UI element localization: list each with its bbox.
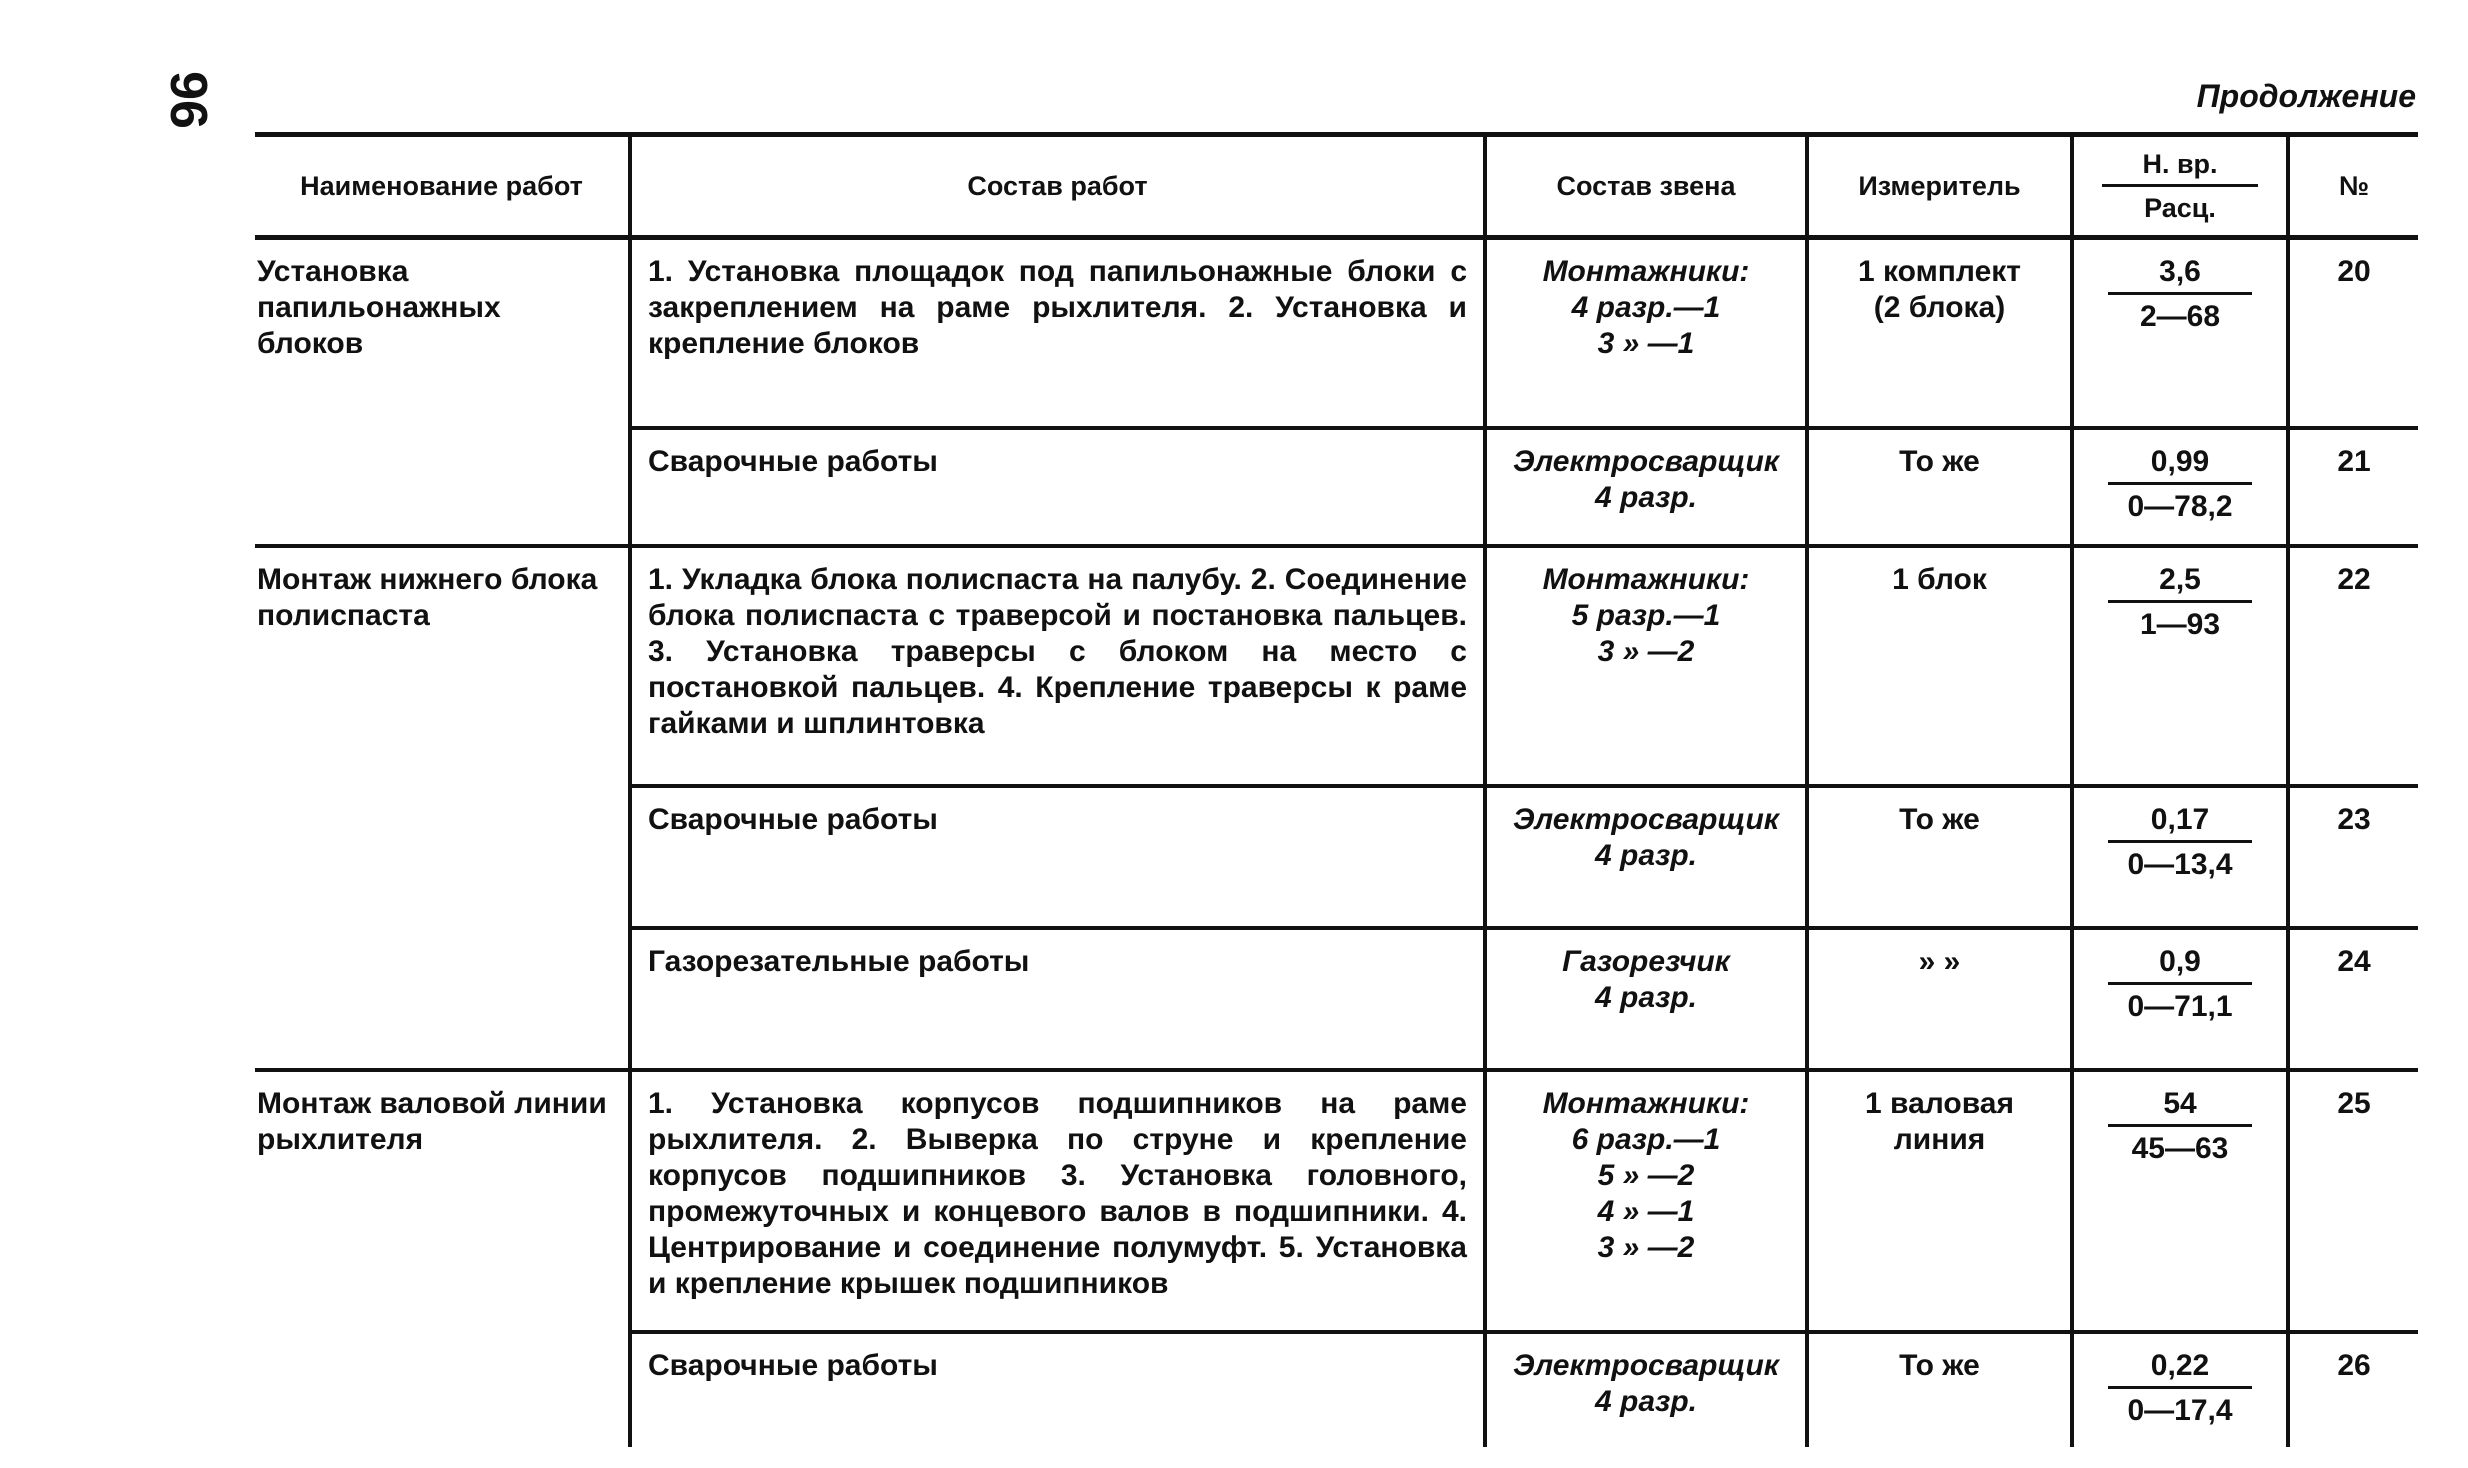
header-norm-time: Н. вр.	[2102, 149, 2258, 187]
header-composition: Состав работ	[630, 135, 1485, 238]
rate-fraction	[2072, 428, 2288, 546]
rate-fraction	[2072, 928, 2288, 1070]
measure-unit: 1 блок	[1807, 546, 2072, 786]
norm-time: 0,22	[2108, 1348, 2252, 1389]
work-name: Установка папильонажных блоков	[255, 238, 630, 546]
page-number: 96	[159, 71, 217, 129]
norm-time: 2,5	[2108, 562, 2252, 603]
norm-time: 3,6	[2108, 254, 2252, 295]
row-number: 24	[2288, 928, 2418, 1070]
measure-unit: То же	[1807, 428, 2072, 546]
price: 0—78,2	[2127, 489, 2233, 523]
work-composition: Сварочные работы	[630, 428, 1485, 546]
norms-table	[255, 132, 2418, 1447]
norm-time: 0,99	[2108, 444, 2252, 485]
measure-unit: То же	[1807, 1332, 2072, 1447]
price: 1—93	[2139, 607, 2221, 641]
work-composition: 1. Установка корпусов подшипников на раме рыхлителя. 2. Выверка по струне и крепление корпусов подшипников 3. Установка головного, промежуточных и концевого валов в подшипники. 4. Центрирование и соединение полумуфт. 5. Установка и крепление крышек подшипников	[630, 1070, 1485, 1332]
crew-composition: Газорезчик 4 разр.	[1485, 928, 1807, 1070]
work-composition: 1. Укладка блока полиспаста на палубу. 2. Соединение блока полиспаста с траверсой и постановка пальцев. 3. Установка траверсы с блоком на место с постановкой пальцев. 4. Крепление траверсы к раме гайками и шплинтовка	[630, 546, 1485, 786]
measure-unit: 1 комплект (2 блока)	[1807, 238, 2072, 428]
row-number: 25	[2288, 1070, 2418, 1332]
price: 2—68	[2139, 300, 2221, 333]
measure-unit: » »	[1807, 928, 2072, 1070]
continuation-label: Продолжение	[2196, 78, 2416, 114]
table-header-row	[255, 135, 2418, 238]
work-composition: Сварочные работы	[630, 1332, 1485, 1447]
work-composition: Сварочные работы	[630, 786, 1485, 928]
norm-time: 54	[2108, 1086, 2252, 1127]
table-row	[255, 238, 2418, 428]
work-name: Монтаж нижнего блока полиспаста	[255, 546, 630, 1070]
work-name: Монтаж валовой линии рыхлителя	[255, 1070, 630, 1447]
header-crew: Состав звена	[1485, 135, 1807, 238]
price: 45—63	[2131, 1131, 2229, 1165]
rate-fraction	[2072, 1332, 2288, 1447]
rate-fraction	[2072, 1070, 2288, 1332]
crew-composition: Электросварщик 4 разр.	[1485, 428, 1807, 546]
header-price: Расц.	[2144, 192, 2216, 223]
table-row	[255, 1070, 2418, 1332]
header-number: №	[2288, 135, 2418, 238]
row-number: 21	[2288, 428, 2418, 546]
crew-composition: Электросварщик 4 разр.	[1485, 786, 1807, 928]
row-number: 22	[2288, 546, 2418, 786]
price: 0—71,1	[2127, 989, 2233, 1023]
measure-unit: 1 валовая линия	[1807, 1070, 2072, 1332]
work-composition: 1. Установка площадок под папильонажные блоки с закреплением на раме рыхлителя. 2. Установка и крепление блоков	[630, 238, 1485, 428]
work-composition: Газорезательные работы	[630, 928, 1485, 1070]
header-unit: Измеритель	[1807, 135, 2072, 238]
row-number: 26	[2288, 1332, 2418, 1447]
header-work-name: Наименование работ	[300, 170, 583, 201]
rate-fraction	[2072, 546, 2288, 786]
norm-time: 0,9	[2108, 944, 2252, 985]
rate-fraction	[2072, 786, 2288, 928]
row-number: 23	[2288, 786, 2418, 928]
price: 0—13,4	[2127, 847, 2233, 881]
table-row	[255, 546, 2418, 786]
crew-composition: Монтажники: 4 разр.—1 3 » —1	[1485, 238, 1807, 428]
header-rate	[2072, 135, 2288, 238]
row-number: 20	[2288, 238, 2418, 428]
crew-composition: Электросварщик 4 разр.	[1485, 1332, 1807, 1447]
crew-composition: Монтажники: 6 разр.—1 5 » —2 4 » —1 3 » —2	[1485, 1070, 1807, 1332]
price: 0—17,4	[2127, 1393, 2233, 1427]
measure-unit: То же	[1807, 786, 2072, 928]
rate-fraction	[2072, 238, 2288, 428]
crew-composition: Монтажники: 5 разр.—1 3 » —2	[1485, 546, 1807, 786]
norm-time: 0,17	[2108, 802, 2252, 843]
